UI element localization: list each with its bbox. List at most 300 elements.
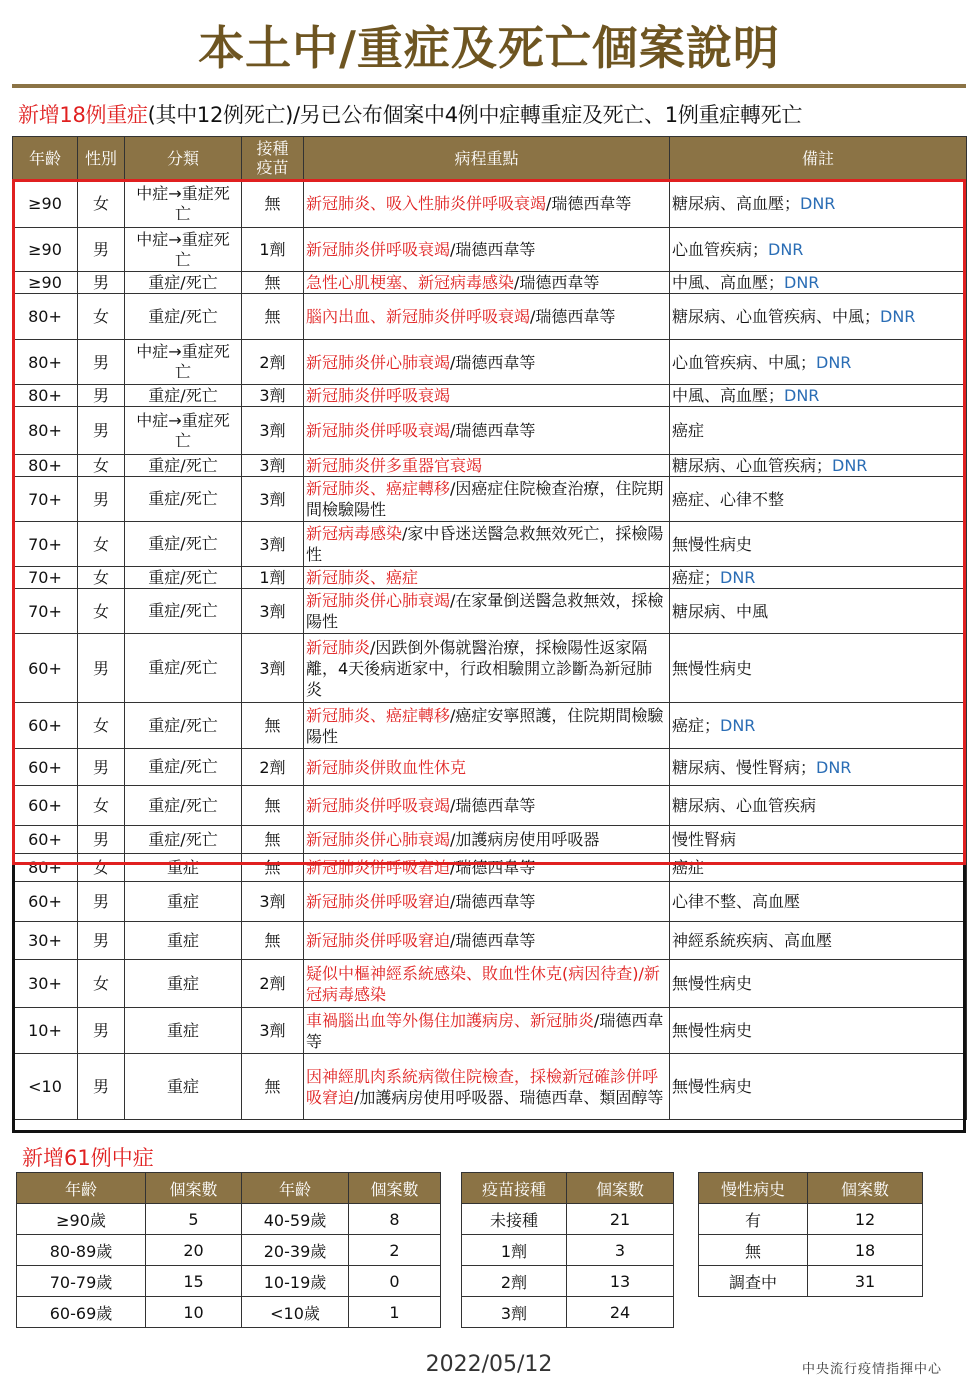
table-row xyxy=(462,1204,674,1235)
dnr-label: DNR xyxy=(880,307,916,326)
count-header-2: 個案數 xyxy=(349,1173,441,1204)
course-cell xyxy=(304,634,670,703)
note-text: 糖尿病、心血管疾病、中風； xyxy=(672,307,881,326)
table-row xyxy=(13,455,967,477)
vaccine-cell: 無 xyxy=(242,703,304,749)
age-cell: 60+ xyxy=(13,882,78,922)
class-cell: 重症/死亡 xyxy=(125,294,242,340)
age-cell: 60+ xyxy=(13,786,78,826)
count-cell: 18 xyxy=(808,1235,923,1266)
chronic-disease-table xyxy=(698,1172,923,1297)
header-sex: 性別 xyxy=(78,137,125,180)
note-cell xyxy=(670,703,967,749)
label-cell: 3劑 xyxy=(462,1297,567,1328)
vaccine-cell: 無 xyxy=(242,272,304,294)
dnr-label: DNR xyxy=(768,240,804,259)
age-cell: 30+ xyxy=(13,922,78,960)
note-text: 糖尿病、心血管疾病 xyxy=(672,796,817,815)
sex-cell: 女 xyxy=(78,854,125,882)
age-cell: 60+ xyxy=(13,634,78,703)
note-cell xyxy=(670,589,967,634)
age-cell: 80+ xyxy=(13,294,78,340)
class-cell: 中症→重症死亡 xyxy=(125,407,242,455)
class-cell: 重症 xyxy=(125,1054,242,1120)
note-text: 中風、高血壓； xyxy=(672,273,785,292)
table-row xyxy=(462,1297,674,1328)
course-detail: /瑞德西韋等 xyxy=(530,307,616,326)
course-highlight: 新冠肺炎併呼吸衰竭 xyxy=(306,421,451,440)
table-row xyxy=(13,854,967,882)
count-cell: 5 xyxy=(146,1204,242,1235)
class-cell: 重症/死亡 xyxy=(125,826,242,854)
note-cell xyxy=(670,1054,967,1120)
age-cell: 70+ xyxy=(13,589,78,634)
course-cell xyxy=(304,882,670,922)
course-cell xyxy=(304,1054,670,1120)
course-cell xyxy=(304,589,670,634)
table-body xyxy=(13,180,967,1120)
course-highlight: 腦內出血、新冠肺炎併呼吸衰竭 xyxy=(306,307,531,326)
note-cell xyxy=(670,882,967,922)
course-detail: /瑞德西韋等 xyxy=(450,892,536,911)
course-detail: /家中昏迷送醫急救無效死亡，採檢陽性 xyxy=(306,524,664,564)
label-cell: ≥90歲 xyxy=(17,1204,146,1235)
class-cell: 重症 xyxy=(125,922,242,960)
table-row xyxy=(13,180,967,228)
chronic-count-header: 個案數 xyxy=(808,1173,923,1204)
class-cell: 重症 xyxy=(125,854,242,882)
course-highlight: 新冠肺炎併心肺衰竭 xyxy=(306,352,451,372)
age-cell: 80+ xyxy=(13,455,78,477)
table-row xyxy=(13,407,967,455)
class-cell: 中症→重症死亡 xyxy=(125,340,242,385)
note-cell xyxy=(670,272,967,294)
table-row xyxy=(13,703,967,749)
note-text: 糖尿病、心血管疾病； xyxy=(672,456,833,475)
course-detail: /加護病房使用呼吸器、瑞德西韋、類固醇等 xyxy=(354,1087,664,1107)
age-cell: 80+ xyxy=(13,854,78,882)
class-cell: 重症 xyxy=(125,882,242,922)
note-text: 無慢性病史 xyxy=(672,1021,753,1040)
age-cell: ≥90 xyxy=(13,228,78,272)
course-detail: /瑞德西韋等 xyxy=(514,273,600,292)
table-row xyxy=(13,340,967,385)
vaccine-cell: 3劑 xyxy=(242,522,304,567)
vaccine-cell: 無 xyxy=(242,922,304,960)
table-row xyxy=(13,960,967,1008)
note-text: 無慢性病史 xyxy=(672,974,753,993)
note-cell xyxy=(670,922,967,960)
course-highlight: 車禍腦出血等外傷住加護病房、新冠肺炎 xyxy=(306,1010,595,1030)
age-cell: 80+ xyxy=(13,407,78,455)
table-row xyxy=(13,228,967,272)
course-highlight: 新冠肺炎、癌症 xyxy=(306,568,419,587)
course-detail: /癌症安寧照護，住院期間檢驗陽性 xyxy=(306,705,664,746)
note-cell xyxy=(670,455,967,477)
label-cell: 調查中 xyxy=(699,1266,808,1297)
course-detail: /瑞德西韋等 xyxy=(450,796,536,815)
count-cell: 8 xyxy=(349,1204,441,1235)
table-row xyxy=(462,1235,674,1266)
course-highlight: 新冠肺炎併呼吸衰竭 xyxy=(306,240,451,259)
course-highlight: 新冠肺炎併呼吸衰竭 xyxy=(306,386,451,405)
vaccine-cell: 無 xyxy=(242,1054,304,1120)
table-row xyxy=(17,1204,441,1235)
count-cell: 31 xyxy=(808,1266,923,1297)
class-cell: 重症/死亡 xyxy=(125,703,242,749)
note-cell xyxy=(670,522,967,567)
course-cell xyxy=(304,522,670,567)
sex-cell: 男 xyxy=(78,1054,125,1120)
course-detail: /瑞德西韋等 xyxy=(450,352,536,372)
course-cell xyxy=(304,340,670,385)
table-row xyxy=(13,634,967,703)
sex-cell: 男 xyxy=(78,385,125,407)
course-cell xyxy=(304,922,670,960)
sex-cell: 男 xyxy=(78,922,125,960)
table-row xyxy=(699,1204,923,1235)
vaccine-cell: 3劑 xyxy=(242,634,304,703)
header-course: 病程重點 xyxy=(304,137,670,180)
label-cell: 1劑 xyxy=(462,1235,567,1266)
note-cell xyxy=(670,228,967,272)
label-cell: <10歲 xyxy=(242,1297,349,1328)
class-cell: 中症→重症死亡 xyxy=(125,228,242,272)
vaccine-cell: 無 xyxy=(242,180,304,228)
course-highlight: 因神經肌肉系統病徵住院檢查，採檢新冠確診併呼吸窘迫 xyxy=(306,1066,659,1107)
count-header-1: 個案數 xyxy=(146,1173,242,1204)
dnr-label: DNR xyxy=(800,194,836,213)
header-vaccine: 接種 疫苗 xyxy=(242,137,304,180)
report-date: 2022/05/12 xyxy=(425,1352,553,1377)
note-text: 糖尿病、慢性腎病； xyxy=(672,757,817,777)
note-cell xyxy=(670,294,967,340)
note-cell xyxy=(670,385,967,407)
note-text: 心血管疾病； xyxy=(672,240,769,259)
age-cell: 70+ xyxy=(13,522,78,567)
course-detail: /瑞德西韋等 xyxy=(450,240,536,259)
sex-cell: 女 xyxy=(78,786,125,826)
sex-cell: 男 xyxy=(78,340,125,385)
sex-cell: 男 xyxy=(78,1008,125,1054)
vaccine-header: 疫苗接種 xyxy=(462,1173,567,1204)
course-highlight: 新冠肺炎併呼吸窘迫 xyxy=(306,892,451,911)
subtitle xyxy=(18,100,802,130)
age-cell: 30+ xyxy=(13,960,78,1008)
vaccine-cell: 3劑 xyxy=(242,477,304,522)
vaccine-cell: 3劑 xyxy=(242,385,304,407)
count-cell: 20 xyxy=(146,1235,242,1266)
vaccine-cell: 2劑 xyxy=(242,749,304,786)
course-cell xyxy=(304,455,670,477)
count-cell: 10 xyxy=(146,1297,242,1328)
sex-cell: 男 xyxy=(78,272,125,294)
note-text: 心律不整、高血壓 xyxy=(672,892,801,911)
table-row xyxy=(13,385,967,407)
note-cell xyxy=(670,567,967,589)
age-cell: 10+ xyxy=(13,1008,78,1054)
table-row xyxy=(13,922,967,960)
course-cell xyxy=(304,180,670,228)
course-detail: /加護病房使用呼吸器 xyxy=(450,830,600,849)
class-cell: 重症 xyxy=(125,960,242,1008)
count-cell: 15 xyxy=(146,1266,242,1297)
vaccine-cell: 3劑 xyxy=(242,882,304,922)
organization-name: 中央流行疫情指揮中心 xyxy=(801,1362,942,1377)
count-cell: 1 xyxy=(349,1297,441,1328)
note-cell xyxy=(670,477,967,522)
vaccine-cell: 無 xyxy=(242,294,304,340)
note-text: 癌症； xyxy=(672,568,721,587)
course-detail: /因癌症住院檢查治療，住院期間檢驗陽性 xyxy=(306,479,664,519)
course-highlight: 新冠肺炎、癌症轉移 xyxy=(306,479,451,498)
note-text: 癌症 xyxy=(672,421,705,440)
dnr-label: DNR xyxy=(832,456,868,475)
course-cell xyxy=(304,749,670,786)
course-cell xyxy=(304,477,670,522)
sex-cell: 女 xyxy=(78,960,125,1008)
dnr-label: DNR xyxy=(720,568,756,587)
table-row xyxy=(17,1235,441,1266)
label-cell: 60-69歲 xyxy=(17,1297,146,1328)
header-age: 年齡 xyxy=(13,137,78,180)
note-cell xyxy=(670,826,967,854)
course-cell xyxy=(304,567,670,589)
table-row xyxy=(17,1266,441,1297)
label-cell: 40-59歲 xyxy=(242,1204,349,1235)
vaccine-count-header: 個案數 xyxy=(567,1173,674,1204)
table-row xyxy=(13,826,967,854)
table-row xyxy=(13,882,967,922)
note-cell xyxy=(670,960,967,1008)
course-cell xyxy=(304,272,670,294)
course-detail: /因跌倒外傷就醫治療，採檢陽性返家隔離，4天後病逝家中，行政相驗開立診斷為新冠肺炎 xyxy=(306,637,653,699)
note-text: 心血管疾病、中風； xyxy=(672,352,817,372)
note-cell xyxy=(670,634,967,703)
label-cell: 20-39歲 xyxy=(242,1235,349,1266)
label-cell: 70-79歲 xyxy=(17,1266,146,1297)
label-cell: 10-19歲 xyxy=(242,1266,349,1297)
sex-cell: 男 xyxy=(78,407,125,455)
table-row xyxy=(17,1297,441,1328)
course-cell xyxy=(304,228,670,272)
count-cell: 12 xyxy=(808,1204,923,1235)
note-text: 無慢性病史 xyxy=(672,534,753,554)
moderate-cases-title: 新增61例中症 xyxy=(22,1146,154,1170)
age-header-2: 年齡 xyxy=(242,1173,349,1204)
table-row xyxy=(699,1235,923,1266)
course-highlight: 新冠肺炎 xyxy=(306,637,371,657)
course-highlight: 新冠肺炎、癌症轉移 xyxy=(306,705,451,725)
vaccine-cell: 3劑 xyxy=(242,455,304,477)
count-cell: 0 xyxy=(349,1266,441,1297)
note-cell xyxy=(670,180,967,228)
class-cell: 重症/死亡 xyxy=(125,589,242,634)
label-cell: 有 xyxy=(699,1204,808,1235)
sex-cell: 女 xyxy=(78,567,125,589)
sex-cell: 男 xyxy=(78,749,125,786)
subtitle-rest: (其中12例死亡)/另已公布個案中4例中症轉重症及死亡、1例重症轉死亡 xyxy=(147,103,803,127)
note-text: 中風、高血壓； xyxy=(672,386,785,405)
vaccine-cell: 2劑 xyxy=(242,960,304,1008)
table-row xyxy=(13,567,967,589)
course-highlight: 疑似中樞神經系統感染、敗血性休克(病因待查)/新冠病毒感染 xyxy=(306,963,660,1004)
sex-cell: 男 xyxy=(78,477,125,522)
dnr-label: DNR xyxy=(784,273,820,292)
course-detail: /在家暈倒送醫急救無效，採檢陽性 xyxy=(306,591,664,631)
note-text: 癌症 xyxy=(672,858,705,877)
note-text: 神經系統疾病、高血壓 xyxy=(672,931,833,950)
count-cell: 2 xyxy=(349,1235,441,1266)
class-cell: 重症/死亡 xyxy=(125,749,242,786)
age-distribution-table xyxy=(16,1172,441,1328)
title-bar xyxy=(12,0,966,88)
class-cell: 重症/死亡 xyxy=(125,272,242,294)
course-cell xyxy=(304,1008,670,1054)
table-row xyxy=(462,1266,674,1297)
header-class: 分類 xyxy=(125,137,242,180)
class-cell: 重症 xyxy=(125,1008,242,1054)
table-row xyxy=(13,1008,967,1054)
table-row xyxy=(699,1266,923,1297)
table-row xyxy=(13,786,967,826)
course-highlight: 新冠肺炎併呼吸窘迫 xyxy=(306,931,451,950)
vaccine-cell: 1劑 xyxy=(242,567,304,589)
sex-cell: 女 xyxy=(78,294,125,340)
count-cell: 3 xyxy=(567,1235,674,1266)
course-cell xyxy=(304,294,670,340)
course-cell xyxy=(304,854,670,882)
dnr-label: DNR xyxy=(816,352,852,372)
note-text: 癌症； xyxy=(672,716,721,735)
vaccine-cell: 1劑 xyxy=(242,228,304,272)
age-cell: 60+ xyxy=(13,749,78,786)
class-cell: 重症/死亡 xyxy=(125,385,242,407)
course-highlight: 新冠肺炎併呼吸窘迫 xyxy=(306,858,451,877)
sex-cell: 女 xyxy=(78,180,125,228)
course-cell xyxy=(304,960,670,1008)
count-cell: 13 xyxy=(567,1266,674,1297)
table-row xyxy=(13,1054,967,1120)
note-cell xyxy=(670,407,967,455)
course-highlight: 新冠肺炎併心肺衰竭 xyxy=(306,830,451,849)
age-cell: ≥90 xyxy=(13,272,78,294)
course-highlight: 急性心肌梗塞、新冠病毒感染 xyxy=(306,273,515,292)
course-cell xyxy=(304,826,670,854)
age-cell: 80+ xyxy=(13,340,78,385)
vaccine-cell: 無 xyxy=(242,826,304,854)
dnr-label: DNR xyxy=(720,716,756,735)
course-cell xyxy=(304,786,670,826)
course-detail: /瑞德西韋等 xyxy=(450,421,536,440)
count-cell: 24 xyxy=(567,1297,674,1328)
header-note: 備註 xyxy=(670,137,967,180)
course-cell xyxy=(304,407,670,455)
sex-cell: 女 xyxy=(78,522,125,567)
class-cell: 重症/死亡 xyxy=(125,786,242,826)
table-row xyxy=(13,477,967,522)
table-row xyxy=(13,522,967,567)
chronic-header: 慢性病史 xyxy=(699,1173,808,1204)
note-text: 慢性腎病 xyxy=(672,830,737,849)
label-cell: 未接種 xyxy=(462,1204,567,1235)
table-row xyxy=(13,272,967,294)
note-cell xyxy=(670,1008,967,1054)
class-cell: 重症/死亡 xyxy=(125,522,242,567)
vaccine-cell: 3劑 xyxy=(242,407,304,455)
class-cell: 重症/死亡 xyxy=(125,455,242,477)
table-row xyxy=(13,294,967,340)
note-cell xyxy=(670,854,967,882)
class-cell: 重症/死亡 xyxy=(125,477,242,522)
class-cell: 重症/死亡 xyxy=(125,634,242,703)
age-cell: 80+ xyxy=(13,385,78,407)
course-highlight: 新冠肺炎併敗血性休克 xyxy=(306,757,467,777)
note-text: 無慢性病史 xyxy=(672,1077,753,1096)
note-cell xyxy=(670,786,967,826)
course-highlight: 新冠肺炎、吸入性肺炎併呼吸衰竭 xyxy=(306,194,547,213)
sex-cell: 女 xyxy=(78,455,125,477)
table-row xyxy=(13,589,967,634)
note-cell xyxy=(670,340,967,385)
age-cell: 60+ xyxy=(13,826,78,854)
label-cell: 80-89歲 xyxy=(17,1235,146,1266)
vaccine-cell: 3劑 xyxy=(242,589,304,634)
course-cell xyxy=(304,385,670,407)
vaccine-table xyxy=(461,1172,674,1328)
course-detail: /瑞德西韋等 xyxy=(546,194,632,213)
sex-cell: 女 xyxy=(78,589,125,634)
class-cell: 中症→重症死亡 xyxy=(125,180,242,228)
label-cell: 2劑 xyxy=(462,1266,567,1297)
course-highlight: 新冠肺炎併呼吸衰竭 xyxy=(306,796,451,815)
dnr-label: DNR xyxy=(816,757,852,777)
vaccine-cell: 無 xyxy=(242,786,304,826)
table-row xyxy=(13,749,967,786)
subtitle-highlight: 新增18例重症 xyxy=(18,103,148,127)
severe-cases-table xyxy=(12,136,967,1120)
age-cell: 60+ xyxy=(13,703,78,749)
age-cell: ≥90 xyxy=(13,180,78,228)
course-cell xyxy=(304,703,670,749)
note-text: 癌症、心律不整 xyxy=(672,489,785,509)
dnr-label: DNR xyxy=(784,386,820,405)
class-cell: 重症/死亡 xyxy=(125,567,242,589)
vaccine-cell: 無 xyxy=(242,854,304,882)
sex-cell: 男 xyxy=(78,882,125,922)
age-cell: 70+ xyxy=(13,567,78,589)
sex-cell: 男 xyxy=(78,228,125,272)
sex-cell: 男 xyxy=(78,826,125,854)
sex-cell: 女 xyxy=(78,703,125,749)
course-detail: /瑞德西韋等 xyxy=(450,858,536,877)
course-highlight: 新冠病毒感染 xyxy=(306,524,403,543)
course-highlight: 新冠肺炎併多重器官衰竭 xyxy=(306,456,483,475)
note-text: 糖尿病、高血壓； xyxy=(672,194,801,213)
age-cell: <10 xyxy=(13,1054,78,1120)
vaccine-cell: 3劑 xyxy=(242,1008,304,1054)
page-title: 本土中/重症及死亡個案說明 xyxy=(198,21,780,75)
age-header-1: 年齡 xyxy=(17,1173,146,1204)
note-text: 糖尿病、中風 xyxy=(672,601,769,621)
sex-cell: 男 xyxy=(78,634,125,703)
vaccine-cell: 2劑 xyxy=(242,340,304,385)
note-cell xyxy=(670,749,967,786)
age-cell: 70+ xyxy=(13,477,78,522)
note-text: 無慢性病史 xyxy=(672,658,753,678)
count-cell: 21 xyxy=(567,1204,674,1235)
course-detail: /瑞德西韋等 xyxy=(450,931,536,950)
